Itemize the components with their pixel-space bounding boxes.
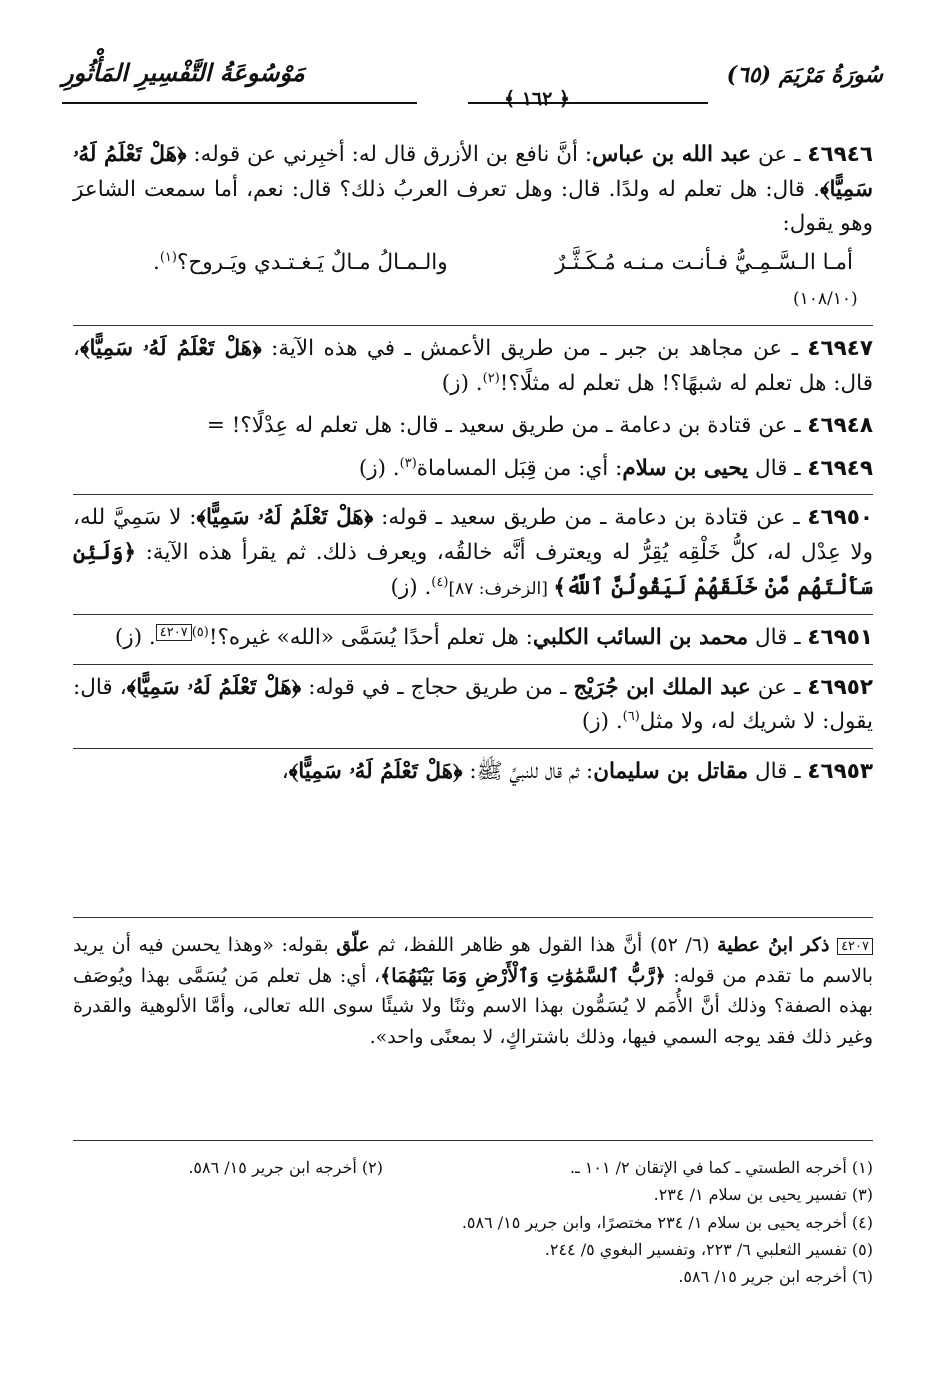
narrator-name: محمد بن السائب الكلبي	[532, 625, 749, 651]
footnote-marker: (٢)	[482, 370, 500, 386]
commentary-ref-box: ٤٢٠٧	[156, 624, 192, 641]
entry-number: ٤٦٩٤٧	[807, 335, 873, 361]
entry-number: ٤٦٩٤٨	[807, 413, 873, 439]
entry-46946	[73, 138, 873, 317]
entry-tail: . (ز)	[358, 455, 400, 481]
entry-text: ـ عن	[750, 674, 808, 700]
poem-verse	[153, 246, 873, 281]
footnote-1: (١) أخرجه الطستي ـ كما في الإتقان ٢/ ١٠١ ـ.	[569, 1158, 873, 1177]
quran-verse: ﴿هَلْ تَعْلَمُ لَهُۥ سَمِيًّا﴾	[79, 335, 262, 361]
entry-text: ـ من طريق حجاج ـ في قوله:	[301, 674, 574, 700]
entry-tail: . (ز)	[441, 370, 483, 396]
commentary-separator	[73, 917, 873, 918]
narrator-name: مقاتل بن سليمان	[593, 758, 749, 784]
entry-46948	[73, 409, 873, 444]
footnote-2: (٢) أخرجه ابن جرير ١٥/ ٥٨٦.	[188, 1158, 383, 1177]
entry-number: ٤٦٩٥٠	[807, 505, 873, 531]
quran-verse: ﴿رَّبُّ ٱلسَّمَٰوَٰتِ وَٱلْأَرْضِ وَمَا بَيْنَهُمَا﴾	[380, 964, 666, 987]
entry-tail: . (ز)	[581, 709, 623, 735]
poem-text: والـمـالُ مـالٌ يَـغـتـدي ويَـروح؟	[176, 249, 448, 275]
narrator-name: عبد الله بن عباس	[592, 142, 752, 167]
commentary-text: ، أي: هل تعلم مَن يُسَمَّى بهذا ويُوصَف بهذه الصفة؟ وذلك أنَّ الأُمَم لا يُسَمُّون بهذا الاسم وثنًا ولا شيئًا سوى الله تعالى، وأمَّا الألوهية والقدرة وغير ذلك فقد يوجه السمي فيها، وذلك باشتراكٍ، لا بمعنًى واحد».	[73, 964, 873, 1048]
entry-text: ـ عن قتادة بن دعامة ـ من طريق سعيد ـ قوله:	[373, 505, 808, 531]
narrator-name: يحيى بن سلام	[622, 455, 749, 481]
narrator-name: عبد الملك ابن جُرَيْج	[573, 674, 751, 700]
footnote-marker: (٥)	[191, 624, 209, 640]
entry-46953	[73, 748, 873, 790]
entry-text: ، قال: يقول: لا شريك له، ولا مثل	[73, 674, 873, 735]
entry-number: ٤٦٩٥٢	[807, 674, 874, 700]
main-text	[73, 138, 873, 798]
entry-text: ـ قال	[748, 455, 808, 481]
entry-number: ٤٦٩٥١	[807, 625, 873, 651]
commentary-block	[73, 930, 873, 1052]
footnote-marker: (١)	[159, 249, 177, 265]
page-number: ﴿ ١٦٢ ﴾	[503, 88, 571, 110]
book-title: مَوْسُوعَةُ التَّفْسِيرِ المَأْثُورِ	[62, 58, 305, 87]
entry-46950	[73, 494, 873, 606]
quran-verse: ﴿هَلْ تَعْلَمُ لَهُۥ سَمِيًّا﴾	[288, 758, 463, 784]
commentary-text: بقوله: «وهذا يحسن فيه أن يريد بالاسم ما تقدم من قوله:	[73, 934, 874, 987]
footnotes	[73, 1154, 873, 1290]
entry-text: : أنَّ نافع بن الأزرق قال له: أخبِرني عن قوله:	[186, 142, 593, 167]
footnote-separator	[73, 1140, 873, 1141]
entry-46952	[73, 664, 873, 740]
commentary-ref-box: ٤٢٠٧	[837, 938, 873, 955]
entry-text: : أي: من قِبَل المساماة	[416, 455, 623, 481]
entry-text: ـ عن	[751, 142, 808, 167]
commentary-bold: علّق	[336, 934, 370, 956]
entry-text: . قال: هل تعلم له ولدًا. قال: وهل تعرف العربُ ذلك؟ قال: نعم، أما سمعت الشاعرَ وهو يقول:	[73, 176, 873, 237]
entry-text: : هل تعلم أحدًا يُسَمَّى «الله» غيره؟!	[208, 625, 533, 651]
entry-text: ـ عن قتادة بن دعامة ـ من طريق سعيد ـ قال: هل تعلم له عِدْلًا؟! =	[206, 413, 808, 439]
volume-reference: (١٠٨/١٠)	[793, 289, 858, 310]
footnote-5: (٥) تفسير الثعلبي ٦/ ٢٢٣، وتفسير البغوي ٥/ ٢٤٤.	[544, 1239, 873, 1259]
quran-verse: ﴿هَلْ تَعْلَمُ لَهُۥ سَمِيًّا﴾	[196, 505, 374, 531]
commentator-name: ذكر ابنُ عطية	[717, 934, 830, 956]
entry-text: ـ قال	[748, 758, 808, 784]
page-header	[62, 58, 883, 110]
entry-46947	[73, 325, 873, 401]
footnote-marker: (٦)	[622, 709, 640, 725]
entry-number: ٤٦٩٤٩	[807, 455, 873, 481]
entry-text: ، قال: هل تعلم له شبهًا؟! هل تعلم له مثلًا؟!	[73, 335, 873, 396]
entry-text: ـ قال	[748, 625, 808, 651]
quran-verse: ﴿هَلْ تَعْلَمُ لَهُۥ سَمِيًّا﴾	[73, 142, 873, 202]
footnote-marker: (٤)	[431, 574, 449, 590]
entry-text: : ثم قال للنبيِّ ﷺ:	[462, 758, 594, 784]
entry-46949	[73, 452, 873, 487]
poem-hemistich-1: أمـا الـسَّـمِـيُّ فـأنـت مـنـه مُـكَـثَّـرٌ	[555, 249, 853, 275]
entry-46951	[73, 614, 873, 656]
header-rule-left	[62, 102, 417, 104]
entry-text: : لا سَمِيَّ لله، ولا عِدْل له، كلُّ خَلْقِه يُقِرُّ له ويعترف أنَّه خالقُه، ويعرف ذلك. ثم يقرأ هذه الآية:	[73, 505, 873, 565]
entry-tail: ،	[281, 758, 289, 784]
entry-number: ٤٦٩٥٣	[807, 758, 873, 784]
poem-hemistich-2: والـمـالُ مـالٌ يَـغـتـدي ويَـروح؟$^{(١)}$.	[153, 249, 448, 275]
surah-reference: [الزخرف: ٨٧]	[448, 578, 554, 599]
footnote-6: (٦) أخرجه ابن جرير ١٥/ ٥٨٦.	[678, 1267, 873, 1287]
footnote-row	[73, 1154, 873, 1181]
entry-tail: . (ز)	[114, 625, 156, 651]
entry-text: ـ عن مجاهد بن جبر ـ من طريق الأعمش ـ في هذه الآية:	[261, 335, 808, 361]
quran-verse: ﴿هَلْ تَعْلَمُ لَهُۥ سَمِيًّا﴾	[126, 674, 302, 700]
commentary-text: (٦/ ٥٢) أنَّ هذا القول هو ظاهر اللفظ، ثم	[369, 934, 718, 956]
footnote-3: (٣) تفسير يحيى بن سلام ١/ ٢٣٤.	[653, 1185, 873, 1205]
entry-tail: . (ز)	[390, 574, 432, 600]
footnote-4: (٤) أخرجه يحيى بن سلام ١/ ٢٣٤ مختصرًا، وابن جرير ١٥/ ٥٨٦.	[461, 1212, 873, 1232]
footnote-marker: (٣)	[399, 455, 417, 471]
entry-number: ٤٦٩٤٦	[807, 142, 873, 167]
surah-name: سُورَةُ مَرْيَمَ (٦٥)	[726, 62, 883, 88]
quran-verse: ﴿وَلَئِن سَأَلْتَهُم مَّنْ خَلَقَهُمْ لَيَقُولُنَّ ٱللَّهُ﴾	[73, 539, 873, 600]
